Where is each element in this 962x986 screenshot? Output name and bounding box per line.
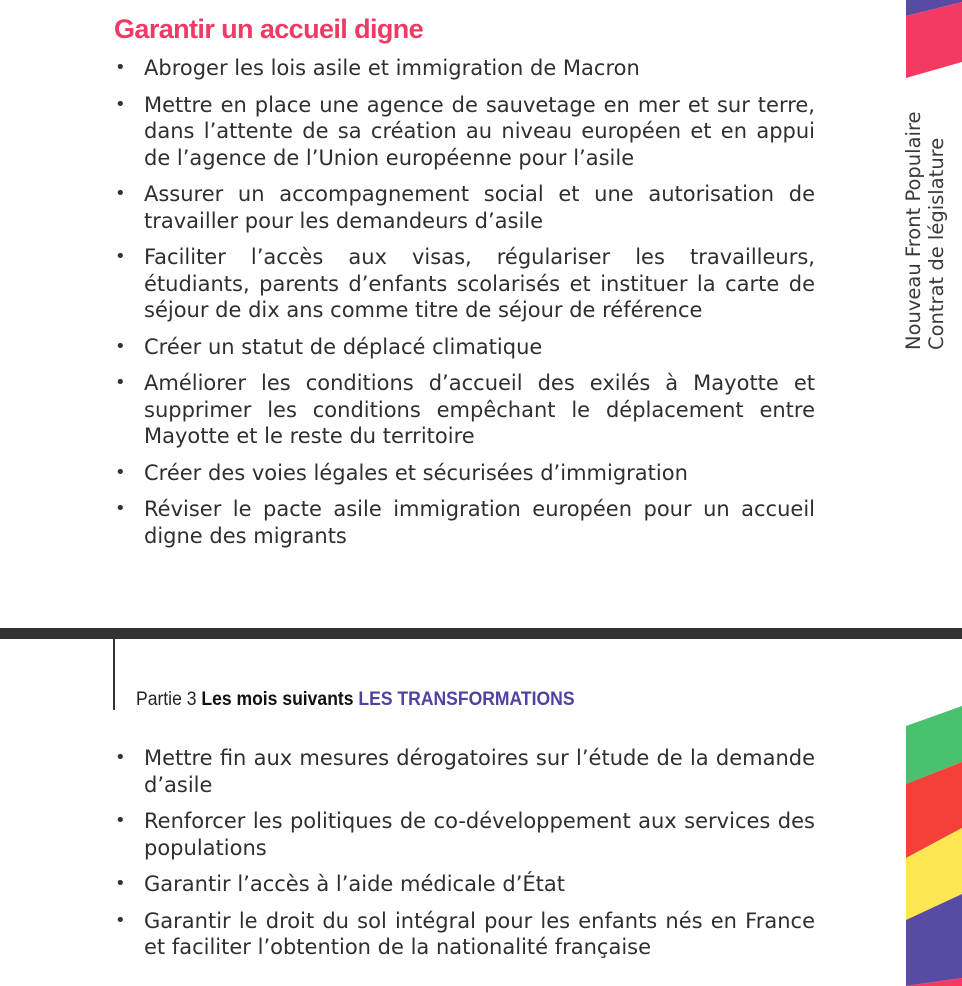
list-item: • Abroger les lois asile et immigration de Macron <box>114 55 815 82</box>
list-item: • Améliorer les conditions d’accueil des exilés à Mayotte et supprimer les conditions empêchant le déplacement entre Mayotte et le reste du territoire <box>114 370 815 450</box>
list-item: • Renforcer les politiques de co-développement aux services des populations <box>114 808 815 861</box>
list-item: • Créer des voies légales et sécurisées d’immigration <box>114 460 815 487</box>
part-marker-line <box>113 639 115 710</box>
measures-list <box>114 55 815 559</box>
transformations-list <box>114 745 815 971</box>
brand-band-bottom <box>906 706 962 986</box>
list-item: • Réviser le pacte asile immigration européen pour un accueil digne des migrants <box>114 496 815 549</box>
list-item: • Faciliter l’accès aux visas, régulariser les travailleurs, étudiants, parents d’enfants scolarisés et instituer la carte de séjour de dix ans comme titre de séjour de référence <box>114 244 815 324</box>
part-number: Partie 3 <box>136 688 197 710</box>
sidebar-title-line-1: Nouveau Front Populaire <box>902 111 925 350</box>
list-item: • Garantir l’accès à l’aide médicale d’État <box>114 871 815 898</box>
list-item: • Mettre en place une agence de sauvetage en mer et sur terre, dans l’attente de sa création au niveau européen et en appui de l’agence de l’Union européenne pour l’asile <box>114 92 815 172</box>
part-header <box>136 688 575 711</box>
part-theme: LES TRANSFORMATIONS <box>358 688 575 710</box>
page-divider <box>0 628 962 639</box>
list-item: • Assurer un accompagnement social et une autorisation de travailler pour les demandeurs d’asile <box>114 181 815 234</box>
list-item: • Garantir le droit du sol intégral pour les enfants nés en France et faciliter l’obtention de la nationalité française <box>114 908 815 961</box>
list-item: • Créer un statut de déplacé climatique <box>114 334 815 361</box>
part-period: Les mois suivants <box>201 688 354 710</box>
brand-band-top <box>906 0 962 80</box>
section-heading: Garantir un accueil digne <box>114 14 424 44</box>
sidebar-title-line-2: Contrat de législature <box>925 137 948 350</box>
sidebar-vertical-title <box>902 111 948 350</box>
list-item: • Mettre fin aux mesures dérogatoires sur l’étude de la demande d’asile <box>114 745 815 798</box>
